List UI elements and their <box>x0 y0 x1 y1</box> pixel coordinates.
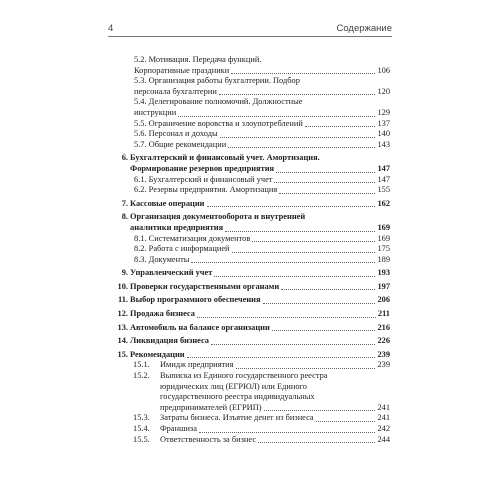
dot-leader <box>252 240 375 242</box>
toc-entry-title: Выписка из Единого государственного реестра <box>160 371 328 381</box>
toc-entry-title: 5.7. Общие рекомендации <box>134 139 227 149</box>
toc-entry <box>110 371 390 413</box>
toc-page-number: 169 <box>377 233 390 243</box>
dot-leader <box>263 302 376 304</box>
toc-entry-number: 15.5. <box>133 434 150 444</box>
section-title: Содержание <box>336 23 392 34</box>
toc-entry <box>110 323 390 334</box>
toc-entry-title: 6.1. Бухгалтерский и финансовый учет <box>134 174 273 184</box>
toc-entry <box>110 336 390 347</box>
toc-entry <box>110 153 390 174</box>
dot-leader <box>228 146 375 148</box>
dot-leader <box>279 192 375 194</box>
toc-entry <box>110 244 390 255</box>
dot-leader <box>264 409 376 411</box>
dot-leader <box>211 343 375 345</box>
dot-leader <box>220 136 376 138</box>
toc-entry-title: Рекомендации <box>130 349 185 359</box>
dot-leader <box>274 181 375 183</box>
toc-entry-title: Ответственность за бизнес <box>160 434 257 444</box>
dot-leader <box>258 441 375 443</box>
toc-entry-title: Проверки государственными органами <box>130 281 280 291</box>
toc-entry <box>110 255 390 266</box>
toc-page-number: 147 <box>377 163 390 173</box>
toc-entry <box>110 424 390 435</box>
dot-leader <box>281 288 375 290</box>
toc-entry-number: 10. <box>117 281 128 291</box>
toc-page-number: 197 <box>377 281 390 291</box>
toc-page-number: 155 <box>377 185 390 195</box>
toc-page-number: 211 <box>377 309 390 319</box>
toc-entry <box>110 360 390 371</box>
toc-entry-title: 5.5. Ограничение воровства и злоупотреблений <box>134 118 303 128</box>
toc-page-number: 162 <box>377 198 390 208</box>
toc-entry-number: 15.4. <box>133 424 150 433</box>
toc-entry-title: Выбор программного обеспечения <box>130 295 261 305</box>
toc-entry-title: Продажа бизнеса <box>130 309 195 319</box>
table-of-contents <box>110 55 390 445</box>
dot-leader <box>225 230 375 232</box>
dot-leader <box>199 431 375 433</box>
toc-entry-number: 15.2. <box>133 371 150 381</box>
toc-page-number: 206 <box>377 295 390 305</box>
toc-page-number: 120 <box>377 86 390 96</box>
toc-page-number: 169 <box>377 222 390 232</box>
dot-leader <box>178 115 375 117</box>
toc-entry-number: 15. <box>117 349 128 359</box>
toc-entry-title: Формирование резервов предприятия <box>130 163 275 173</box>
toc-entry-title: Бухгалтерский и финансовый учет. Амортизация. <box>130 153 320 163</box>
toc-entry-title: 6.2. Резервы предприятия. Амортизация <box>134 185 278 195</box>
toc-page-number: 239 <box>377 360 390 370</box>
toc-entry-title: 8.3. Документы <box>134 254 190 264</box>
toc-page-number: 106 <box>377 65 390 75</box>
toc-page-number: 216 <box>377 322 390 332</box>
toc-page-number: 241 <box>377 402 390 412</box>
toc-entry-number: 14. <box>117 336 128 346</box>
toc-entry <box>110 97 390 118</box>
toc-entry-title: персонала бухгалтерии <box>134 86 217 96</box>
toc-entry-number: 15.3. <box>133 413 150 423</box>
toc-page-number: 242 <box>377 424 390 433</box>
toc-entry-title: аналитики предприятия <box>130 222 224 232</box>
toc-entry-number: 15.1. <box>133 360 150 370</box>
toc-entry-title: Организация документооборота и внутренней <box>130 212 306 222</box>
toc-entry-title: государственного реестра индивидуальных <box>160 392 315 402</box>
toc-entry-number: 8. <box>121 212 128 222</box>
toc-entry-number: 7. <box>121 198 128 208</box>
toc-entry <box>110 119 390 130</box>
toc-entry <box>110 55 390 76</box>
toc-entry <box>110 140 390 151</box>
toc-entry <box>110 129 390 140</box>
toc-entry-number: 12. <box>117 309 128 319</box>
dot-leader <box>236 367 376 369</box>
toc-entry-title: Кассовые операции <box>130 198 205 208</box>
toc-entry-title: Затраты бизнеса. Изъятие денег из бизнеса <box>160 413 314 423</box>
toc-page-number: 193 <box>377 268 390 278</box>
toc-entry <box>110 76 390 97</box>
toc-entry <box>110 295 390 306</box>
toc-entry-title: Имидж предприятия <box>160 360 234 370</box>
dot-leader <box>219 93 376 95</box>
toc-entry-number: 11. <box>117 295 128 305</box>
toc-entry <box>110 234 390 245</box>
toc-entry <box>110 413 390 424</box>
toc-page-number: 137 <box>377 118 390 128</box>
toc-page-number: 175 <box>377 244 390 254</box>
toc-entry-title: Ликвидация бизнеса <box>130 336 209 346</box>
toc-entry-title: 5.6. Персонал и доходы <box>134 129 218 139</box>
dot-leader <box>231 72 375 74</box>
toc-page-number: 147 <box>377 174 390 184</box>
toc-entry <box>110 175 390 186</box>
toc-entry-title: 5.4. Делегирование полномочий. Должностные <box>134 97 303 107</box>
dot-leader <box>272 329 376 331</box>
toc-page-number: 226 <box>377 336 390 346</box>
dot-leader <box>276 171 375 173</box>
dot-leader <box>316 420 376 422</box>
toc-entry-title: Автомобиль на балансе организации <box>130 322 270 332</box>
toc-entry-number: 13. <box>117 322 128 332</box>
toc-entry <box>110 309 390 320</box>
toc-entry-number: 6. <box>121 153 128 163</box>
dot-leader <box>191 261 375 263</box>
dot-leader <box>214 275 375 277</box>
toc-entry-title: 8.2. Работа с информацией <box>134 244 230 254</box>
toc-entry-title: 5.2. Мотивация. Передача функций. <box>134 55 262 64</box>
toc-page-number: 140 <box>377 129 390 139</box>
dot-leader <box>305 125 376 127</box>
header-rule <box>108 36 392 37</box>
toc-entry-title: 5.3. Организация работы бухгалтерии. Подбор <box>134 76 300 86</box>
dot-leader <box>187 356 376 358</box>
toc-entry-title: Франшиза <box>160 424 197 433</box>
toc-entry <box>110 435 390 446</box>
toc-entry-title: Корпоративные праздники <box>134 65 230 75</box>
dot-leader <box>197 316 376 318</box>
toc-page-number: 129 <box>377 107 390 117</box>
toc-entry <box>110 185 390 196</box>
toc-page-number: 143 <box>377 139 390 149</box>
toc-page-number: 241 <box>377 413 390 423</box>
toc-entry-title: 8.1. Систематизация документов <box>134 233 251 243</box>
toc-page-number: 244 <box>377 434 390 444</box>
toc-entry-title: инструкции <box>134 107 177 117</box>
toc-entry-number: 9. <box>121 268 128 278</box>
page-number: 4 <box>108 23 114 34</box>
toc-entry <box>110 282 390 293</box>
toc-entry <box>110 350 390 361</box>
dot-leader <box>207 205 376 207</box>
toc-entry-title: юридических лиц (ЕГРЮЛ) или Единого <box>160 381 307 391</box>
toc-entry <box>110 268 390 279</box>
dot-leader <box>232 251 376 253</box>
toc-entry <box>110 199 390 210</box>
toc-entry <box>110 212 390 233</box>
toc-page-number: 239 <box>377 349 390 359</box>
toc-page-number: 189 <box>377 254 390 264</box>
toc-entry-title: Управленческий учет <box>130 268 213 278</box>
page-header <box>108 14 392 34</box>
toc-entry-title: предпринимателей (ЕГРИП) <box>160 402 262 412</box>
